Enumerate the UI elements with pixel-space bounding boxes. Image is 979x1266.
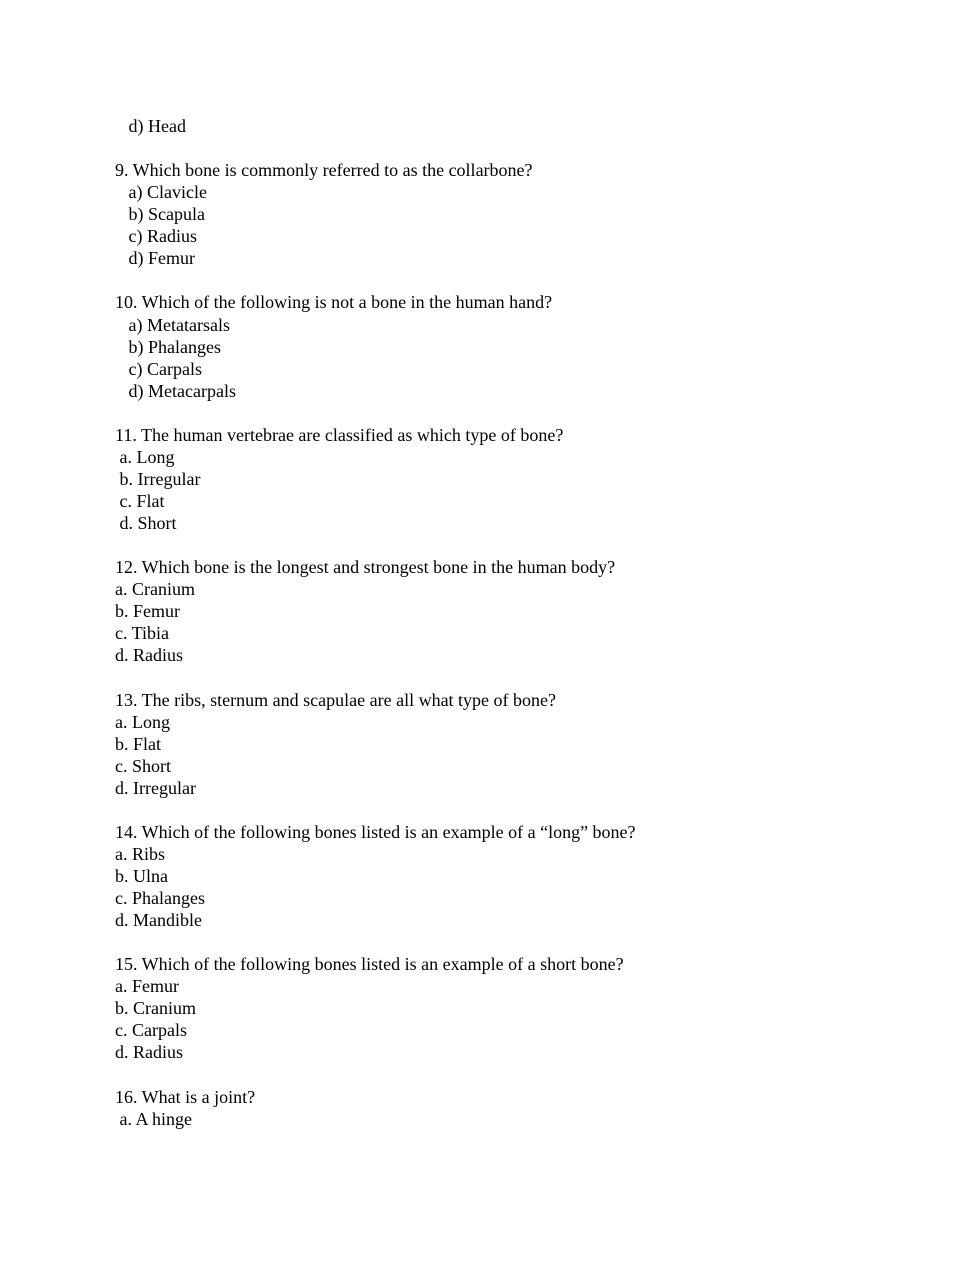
question-10-option-d: d) Metacarpals <box>115 381 236 401</box>
question-14-option-b: b. Ulna <box>115 866 168 886</box>
question-9-option-c: c) Radius <box>115 226 197 246</box>
question-10-prompt: 10. Which of the following is not a bone in the human hand? <box>115 292 553 312</box>
question-14-option-d: d. Mandible <box>115 910 202 930</box>
question-9-option-a: a) Clavicle <box>115 182 207 202</box>
question-13-prompt: 13. The ribs, sternum and scapulae are all what type of bone? <box>115 690 557 710</box>
question-11-option-b: b. Irregular <box>115 469 201 489</box>
question-12-option-c: c. Tibia <box>115 623 170 643</box>
question-15-option-a: a. Femur <box>115 976 179 996</box>
question-15-option-b: b. Cranium <box>115 998 196 1018</box>
question-16-prompt: 16. What is a joint? <box>115 1087 256 1107</box>
question-12-option-d: d. Radius <box>115 645 184 665</box>
question-13-option-a: a. Long <box>115 712 170 732</box>
question-15-option-d: d. Radius <box>115 1042 184 1062</box>
question-9-option-d: d) Femur <box>115 248 195 268</box>
question-11-option-a: a. Long <box>115 447 175 467</box>
question-12-option-a: a. Cranium <box>115 579 195 599</box>
question-9-prompt: 9. Which bone is commonly referred to as the collarbone? <box>115 160 533 180</box>
question-11-option-d: d. Short <box>115 513 177 533</box>
fragment-option-d: d) Head <box>115 116 186 136</box>
question-10-option-c: c) Carpals <box>115 359 202 379</box>
question-10-option-b: b) Phalanges <box>115 337 221 357</box>
question-14-option-a: a. Ribs <box>115 844 166 864</box>
question-13-option-d: d. Irregular <box>115 778 196 798</box>
question-16-option-a: a. A hinge <box>115 1109 192 1129</box>
question-11-prompt: 11. The human vertebrae are classified as which type of bone? <box>115 425 564 445</box>
question-15-option-c: c. Carpals <box>115 1020 187 1040</box>
question-12-option-b: b. Femur <box>115 601 180 621</box>
question-9-option-b: b) Scapula <box>115 204 205 224</box>
question-14-option-c: c. Phalanges <box>115 888 205 908</box>
question-13-option-c: c. Short <box>115 756 171 776</box>
question-14-prompt: 14. Which of the following bones listed is an example of a “long” bone? <box>115 822 636 842</box>
question-13-option-b: b. Flat <box>115 734 162 754</box>
question-12-prompt: 12. Which bone is the longest and strongest bone in the human body? <box>115 557 616 577</box>
question-11-option-c: c. Flat <box>115 491 165 511</box>
question-10-option-a: a) Metatarsals <box>115 315 230 335</box>
question-15-prompt: 15. Which of the following bones listed is an example of a short bone? <box>115 954 624 974</box>
